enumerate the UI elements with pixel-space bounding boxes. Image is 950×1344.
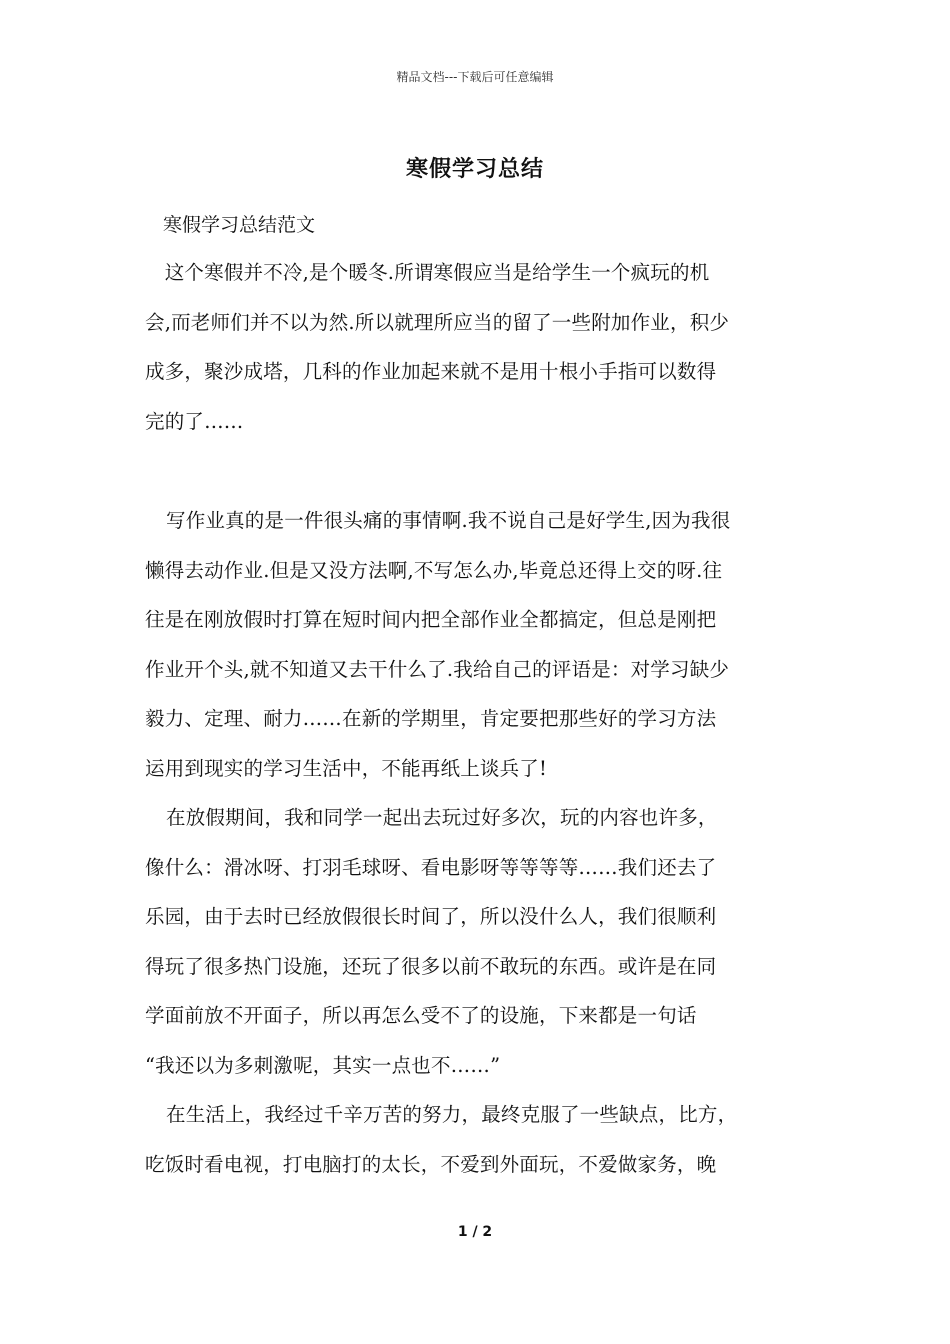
paragraph-line: 乐园，由于去时已经放假很长时间了，所以没什么人，我们很顺利 — [145, 905, 717, 928]
paragraph-4 — [145, 1090, 807, 1189]
paragraph-line: 吃饭时看电视，打电脑打的太长，不爱到外面玩，不爱做家务，晚 — [145, 1152, 717, 1176]
paragraph-line: 写作业真的是一件很头痛的事情啊.我不说自己是好学生,因为我很 — [166, 509, 731, 532]
page-number: 1 / 2 — [457, 1224, 493, 1240]
document-subtitle: 寒假学习总结范文 — [163, 214, 316, 236]
paragraph-3 — [145, 793, 807, 1090]
paragraph-line: 会,而老师们并不以为然.所以就理所应当的留了一些附加作业，积少 — [145, 310, 730, 334]
paragraph-line: 毅力、定理、耐力……在新的学期里，肯定要把那些好的学习方法 — [145, 707, 717, 730]
paragraph-line: 成多，聚沙成塔，几科的作业加起来就不是用十根小手指可以数得 — [145, 360, 717, 383]
paragraph-line: 作业开个头,就不知道又去干什么了.我给自己的评语是：对学习缺少 — [145, 657, 730, 681]
paragraph-line: 懒得去动作业.但是又没方法啊,不写怎么办,毕竟总还得上交的呀.往 — [145, 558, 723, 582]
paragraph-line: 像什么：滑冰呀、打羽毛球呀、看电影呀等等等等……我们还去了 — [145, 855, 717, 879]
header-note: 精品文档---下载后可任意编辑 — [396, 70, 554, 84]
paragraph-line: 得玩了很多热门设施，还玩了很多以前不敢玩的东西。或许是在同 — [145, 954, 717, 978]
paragraph-1 — [145, 248, 807, 446]
paragraph-line: 完的了…… — [145, 409, 244, 433]
paragraph-line: 运用到现实的学习生活中，不能再纸上谈兵了! — [145, 756, 548, 780]
paragraph-line: 学面前放不开面子，所以再怎么受不了的设施，下来都是一句话 — [145, 1004, 697, 1027]
paragraph-line: 在生活上，我经过千辛万苦的努力，最终克服了一些缺点，比方， — [166, 1103, 738, 1126]
document-title: 寒假学习总结 — [405, 156, 544, 182]
paragraph-line: “我还以为多刺激呢，其实一点也不……” — [145, 1053, 501, 1077]
paragraph-2 — [145, 496, 807, 793]
paragraph-line: 在放假期间，我和同学一起出去玩过好多次，玩的内容也许多， — [166, 806, 718, 829]
paragraph-line: 往是在刚放假时打算在短时间内把全部作业全都搞定，但总是刚把 — [145, 608, 717, 631]
paragraph-line: 这个寒假并不冷,是个暖冬.所谓寒假应当是给学生一个疯玩的机 — [145, 261, 710, 284]
